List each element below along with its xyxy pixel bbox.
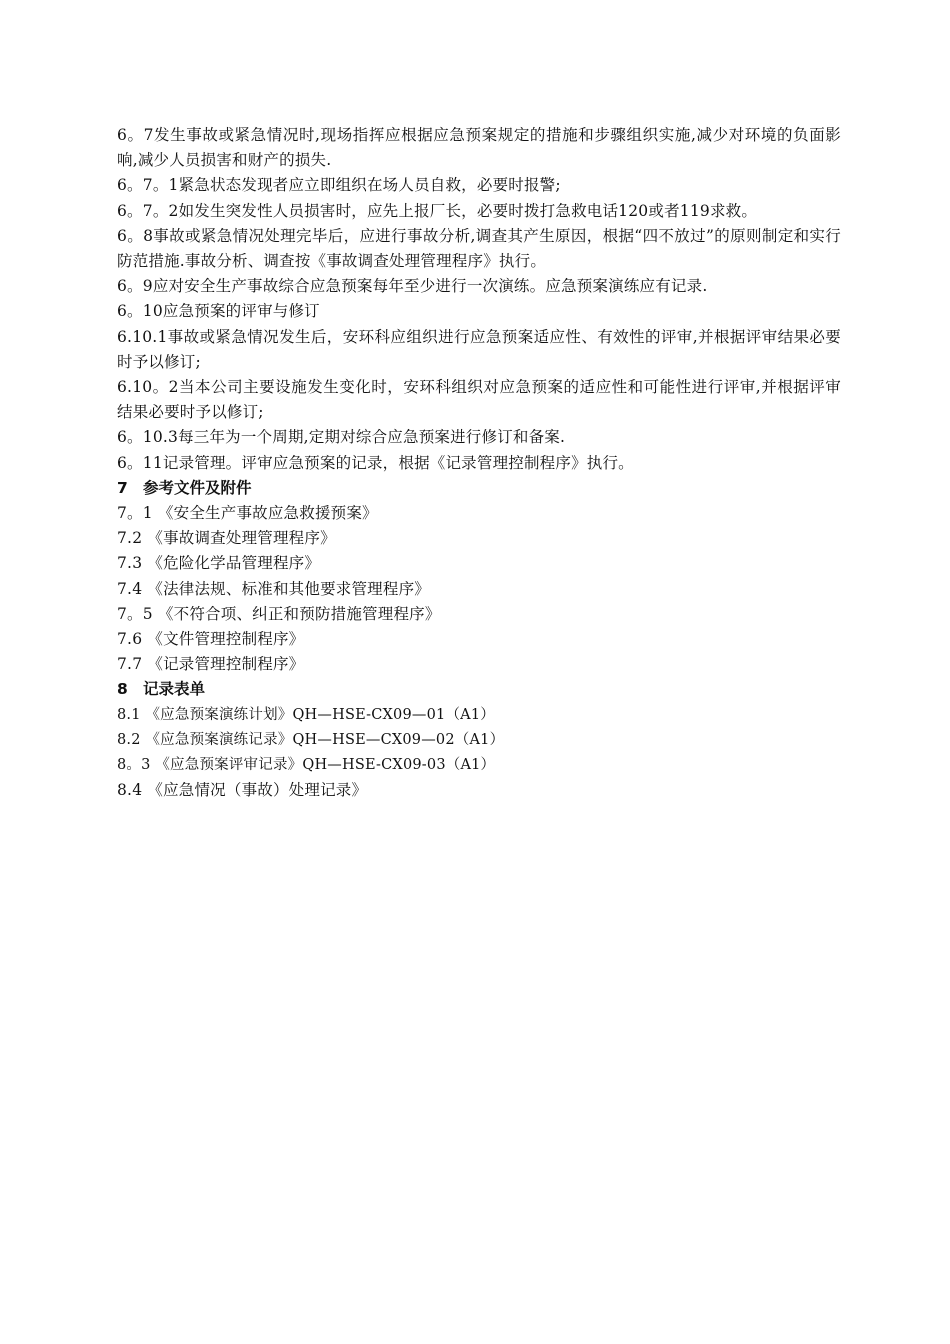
section-8-list xyxy=(117,703,841,804)
list-item: 8.2 《应急预案演练记录》QH—HSE—CX09—02（A1） xyxy=(117,731,505,748)
paragraph-6-8: 6。8事故或紧急情况处理完毕后，应进行事故分析,调查其产生原因，根据“四不放过”的原则制定和实行防范措施.事故分析、调查按《事故调查处理管理程序》执行。 xyxy=(117,226,841,271)
paragraph-6-10-2: 6.10。2当本公司主要设施发生变化时，安环科组织对应急预案的适应性和可能性进行评审,并根据评审结果必要时予以修订; xyxy=(117,378,841,422)
list-item: 7。1 《安全生产事故应急救援预案》 xyxy=(117,504,378,523)
list-item: 7.6 《文件管理控制程序》 xyxy=(117,630,305,649)
list-item: 7。5 《不符合项、纠正和预防措施管理程序》 xyxy=(117,604,441,623)
document-page xyxy=(117,123,841,803)
section-7-list xyxy=(117,501,841,677)
paragraph-6-10-1: 6.10.1事故或紧急情况发生后，安环科应组织进行应急预案适应性、有效性的评审,并根据评审结果必要时予以修订; xyxy=(117,327,841,371)
section-8-heading xyxy=(117,677,841,702)
list-item: 8。3 《应急预案评审记录》QH—HSE-CX09-03（A1） xyxy=(117,757,496,774)
paragraph-6-7-1: 6。7。1紧急状态发现者应立即组织在场人员自救，必要时报警; xyxy=(117,176,561,195)
list-item: 7.7 《记录管理控制程序》 xyxy=(117,655,305,674)
section-8-title: 记录表单 xyxy=(143,680,206,699)
paragraph-6-10: 6。10应急预案的评审与修订 xyxy=(117,302,320,321)
section-7-heading xyxy=(117,476,841,501)
paragraph-6-7-2: 6。7。2如发生突发性人员损害时，应先上报厂长，必要时拨打急救电话120或者119求救。 xyxy=(117,201,758,220)
list-item: 7.3 《危险化学品管理程序》 xyxy=(117,554,321,573)
paragraph-6-11: 6。11记录管理。评审应急预案的记录，根据《记录管理控制程序》执行。 xyxy=(117,453,634,472)
section-7-number: 7 xyxy=(117,478,128,497)
section-8-number: 8 xyxy=(117,680,128,699)
section-7-title: 参考文件及附件 xyxy=(143,478,252,497)
list-item: 8.4 《应急情况（事故）处理记录》 xyxy=(117,781,368,800)
paragraph-6-7: 6。7发生事故或紧急情况时,现场指挥应根据应急预案规定的措施和步骤组织实施,减少对环境的负面影响,减少人员损害和财产的损失. xyxy=(117,126,841,170)
list-item: 7.2 《事故调查处理管理程序》 xyxy=(117,529,336,548)
list-item: 8.1 《应急预案演练计划》QH—HSE-CX09—01（A1） xyxy=(117,706,495,723)
paragraph-6-10-3: 6。10.3每三年为一个周期,定期对综合应急预案进行修订和备案. xyxy=(117,428,566,447)
paragraph-6-9: 6。9应对安全生产事故综合应急预案每年至少进行一次演练。应急预案演练应有记录. xyxy=(117,277,708,296)
list-item: 7.4 《法律法规、标准和其他要求管理程序》 xyxy=(117,579,430,598)
